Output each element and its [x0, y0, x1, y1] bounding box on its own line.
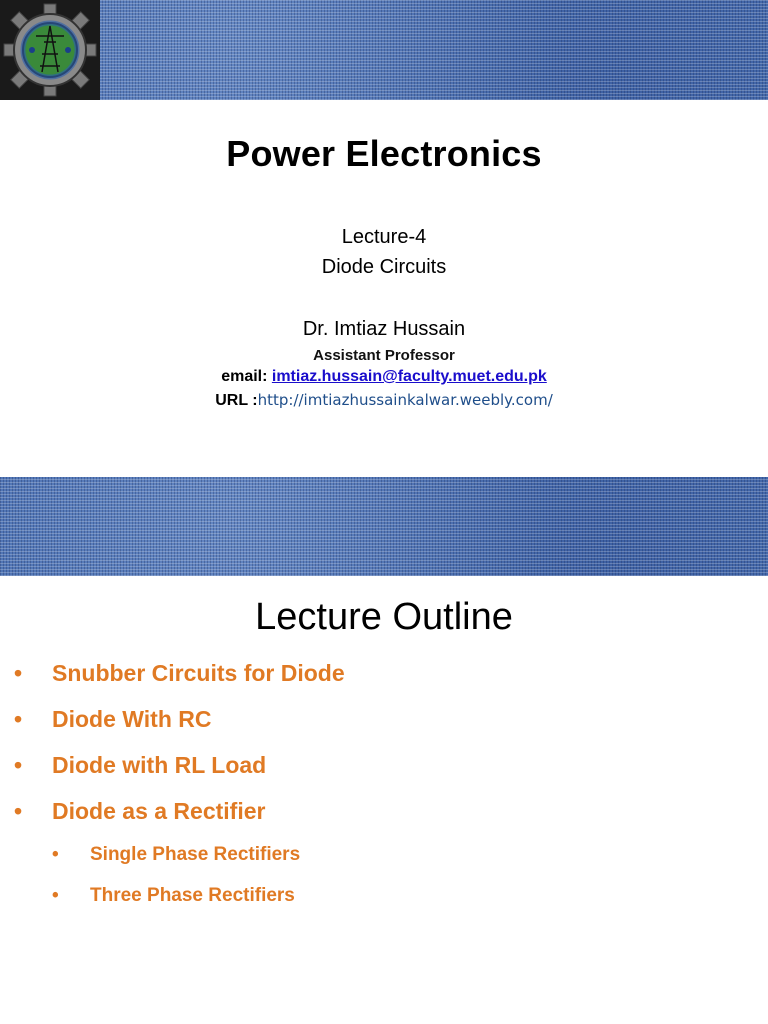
- outline-bullet-text: Snubber Circuits for Diode: [52, 660, 345, 686]
- slide-title: Power Electronics: [226, 133, 542, 174]
- author-position: Assistant Professor: [313, 347, 455, 364]
- outline-title: Lecture Outline: [255, 596, 513, 638]
- divider-band: [0, 477, 768, 576]
- author-name: Dr. Imtiaz Hussain: [302, 318, 466, 340]
- outline-sub-bullet-text: Single Phase Rectifiers: [90, 844, 301, 865]
- outline-bullet-text: Diode With RC: [52, 706, 212, 732]
- bullet-dot-icon: •: [52, 885, 59, 906]
- url-link[interactable]: http://imtiazhussainkalwar.weebly.com/: [257, 391, 553, 409]
- email-line: [0, 368, 768, 386]
- outline-bullet-text: Diode as a Rectifier: [52, 798, 266, 824]
- email-link[interactable]: imtiaz.hussain@faculty.muet.edu.pk: [271, 368, 547, 385]
- lecture-number: Lecture-4: [341, 226, 427, 248]
- gear-tower-logo-icon: [2, 2, 98, 98]
- bullet-dot-icon: •: [14, 660, 23, 686]
- bullet-dot-icon: •: [14, 752, 23, 778]
- bullet-dot-icon: •: [14, 798, 23, 824]
- email-label: email:: [221, 368, 272, 385]
- bullet-dot-icon: •: [14, 706, 23, 732]
- institution-logo: [0, 0, 100, 100]
- outline-bullet-text: Diode with RL Load: [52, 752, 267, 778]
- outline-sub-bullet-text: Three Phase Rectifiers: [90, 885, 295, 906]
- url-line: [0, 391, 768, 410]
- lecture-topic: Diode Circuits: [321, 256, 447, 278]
- url-label: URL :: [215, 392, 258, 409]
- bullet-dot-icon: •: [52, 844, 59, 865]
- header-band: [0, 0, 768, 100]
